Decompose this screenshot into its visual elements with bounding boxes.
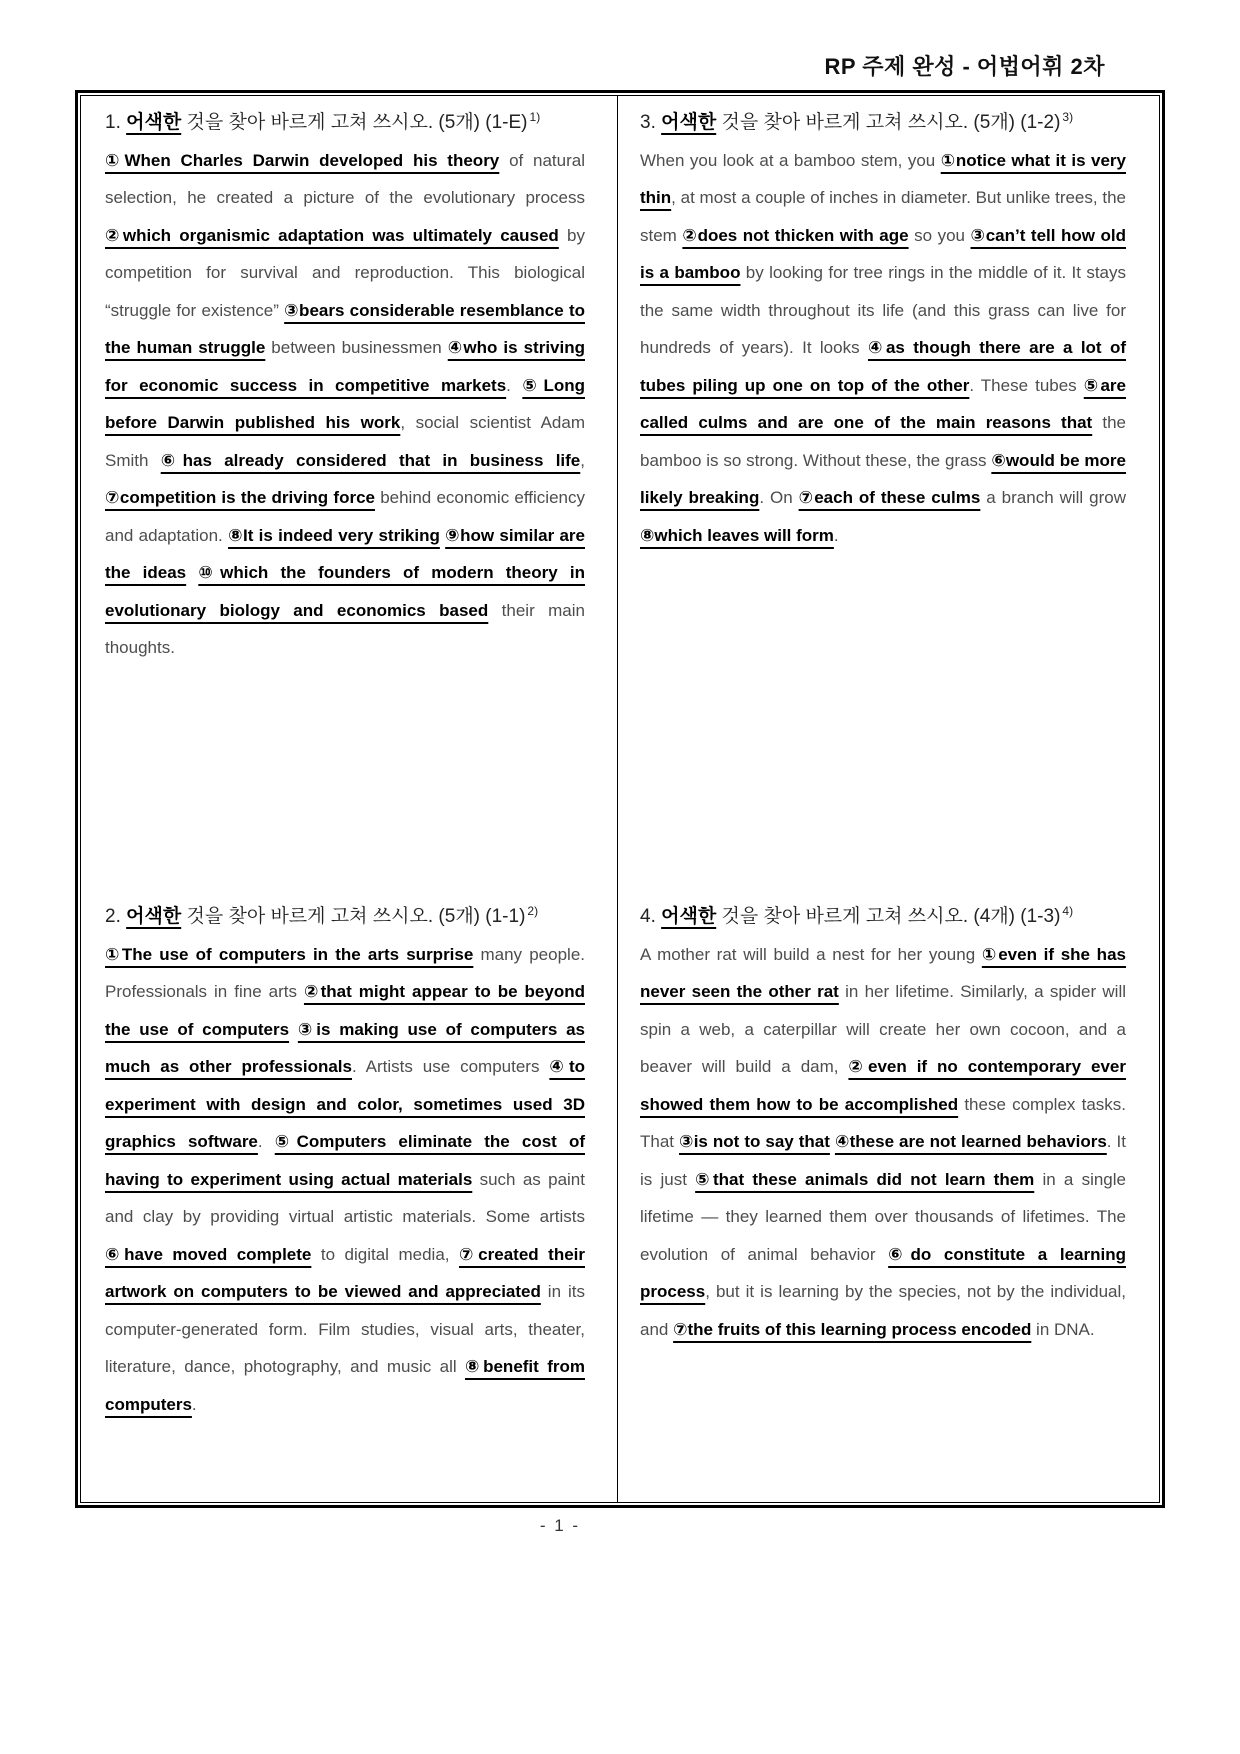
- question-block-1: [105, 104, 585, 667]
- plain-text: such as paint and clay by providing virtual artistic materials. Some artists: [105, 1169, 585, 1226]
- plain-text: . These tubes: [969, 375, 1084, 395]
- question-prompt: 것을 찾아 바르게 고쳐 쓰시오.: [186, 906, 434, 927]
- plain-text: their main thoughts.: [105, 600, 585, 657]
- question-number: 2.: [105, 906, 121, 927]
- marked-phrase: ③bears considerable resemblance to the human struggle: [105, 300, 585, 357]
- question-number: 4.: [640, 906, 656, 927]
- question-keyword: 어색한: [126, 112, 182, 133]
- marked-phrase: ⑧which leaves will form: [640, 525, 834, 545]
- marked-phrase: ⑤Long before Darwin published his work: [105, 375, 585, 432]
- plain-text: in its computer-generated form. Film studies, visual arts, theater, literature, dance, photography, and music all: [105, 1282, 585, 1376]
- marked-phrase: ②that might appear to be beyond the use of computers: [105, 982, 585, 1039]
- question-keyword: 어색한: [126, 906, 182, 927]
- marked-phrase: ⑦competition is the driving force: [105, 488, 375, 507]
- marked-phrase: ①notice what it is very thin: [640, 150, 1126, 207]
- marked-phrase: ③is not to say that: [679, 1132, 830, 1151]
- marked-phrase: ⑦each of these culms: [798, 488, 981, 507]
- plain-text: . Artists use computers: [351, 1057, 550, 1076]
- plain-text: .: [191, 1394, 197, 1414]
- right-column: [640, 96, 1126, 1502]
- question-count: (4개): [973, 906, 1015, 927]
- question-ref: (1-E): [485, 112, 528, 133]
- plain-text: between businessmen: [265, 338, 448, 357]
- question-2-passage: [105, 936, 585, 1424]
- marked-phrase: ②even if no contemporary ever showed them how to be accomplished: [640, 1057, 1126, 1114]
- question-ref: (1-2): [1020, 112, 1061, 133]
- question-count: (5개): [973, 112, 1015, 133]
- plain-text: in DNA.: [1031, 1319, 1095, 1339]
- plain-text: ,: [580, 450, 585, 470]
- question-1-passage: [105, 142, 585, 667]
- marked-phrase: ④who is striving for economic success in competitive markets: [105, 338, 585, 395]
- worksheet-border-box: [75, 90, 1165, 1508]
- marked-phrase: ⑥have moved complete: [105, 1244, 312, 1264]
- plain-text: the bamboo is so strong. Without these, the grass: [640, 413, 1126, 470]
- question-ref: (1-3): [1020, 906, 1061, 927]
- question-ref: (1-1): [485, 906, 526, 927]
- worksheet-inner-border: [80, 95, 1160, 1503]
- plain-text: , social scientist Adam Smith: [105, 413, 585, 470]
- marked-phrase: ⑦the fruits of this learning process encoded: [673, 1319, 1032, 1339]
- plain-text: . It is just: [640, 1132, 1126, 1189]
- question-footnote-marker: 1): [529, 109, 541, 124]
- question-count: (5개): [438, 906, 480, 927]
- plain-text: A mother rat will build a nest for her young: [640, 944, 982, 964]
- marked-phrase: ⑥do constitute a learning process: [640, 1244, 1126, 1301]
- plain-text: many people. Professionals in fine arts: [105, 944, 585, 1001]
- plain-text: , at most a couple of inches in diameter. But unlike trees, the stem: [640, 188, 1126, 245]
- question-4-passage: [640, 936, 1126, 1349]
- question-block-3: [640, 104, 1126, 554]
- left-column: [105, 96, 585, 1502]
- document-title: RP 주제 완성 - 어법어휘 2차: [824, 54, 1105, 79]
- page-number: - 1 -: [539, 1516, 581, 1535]
- plain-text: by looking for tree rings in the middle of it. It stays the same width throughout its life (and this grass can live for hundreds of years). It looks: [640, 263, 1126, 357]
- plain-text: [289, 1020, 298, 1039]
- question-1-header: [105, 104, 585, 142]
- marked-phrase: ⑥has already considered that in business life: [160, 450, 581, 470]
- marked-phrase: ④these are not learned behaviors: [834, 1132, 1107, 1151]
- plain-text: .: [257, 1132, 275, 1151]
- question-3-header: [640, 104, 1126, 142]
- plain-text: so you: [908, 225, 971, 245]
- plain-text: . On: [759, 488, 799, 507]
- plain-text: , but it is learning by the species, not by the individual, and: [640, 1282, 1126, 1339]
- marked-phrase: ⑧It is indeed very striking: [228, 525, 440, 545]
- question-4-header: [640, 898, 1126, 936]
- marked-phrase: ②does not thicken with age: [682, 225, 909, 245]
- plain-text: in her lifetime. Similarly, a spider will spin a web, a caterpillar will create her own cocoon, and a beaver will build a dam,: [640, 982, 1126, 1076]
- plain-text: .: [833, 525, 839, 545]
- marked-phrase: ①The use of computers in the arts surprise: [105, 944, 474, 964]
- marked-phrase: ④to experiment with design and color, sometimes used 3D graphics software: [105, 1057, 585, 1151]
- plain-text: When you look at a bamboo stem, you: [640, 150, 941, 170]
- marked-phrase: ⑥would be more likely breaking: [640, 450, 1126, 507]
- marked-phrase: ⑤are called culms and are one of the main reasons that: [640, 375, 1126, 432]
- question-number: 3.: [640, 112, 656, 133]
- question-keyword: 어색한: [661, 906, 717, 927]
- plain-text: [186, 563, 198, 582]
- question-block-4: [640, 898, 1126, 1348]
- plain-text: to digital media,: [311, 1244, 459, 1264]
- question-number: 1.: [105, 112, 121, 133]
- plain-text: by competition for survival and reproduction. This biological “struggle for existence”: [105, 225, 585, 320]
- plain-text: behind economic efficiency and adaptation.: [105, 488, 585, 545]
- plain-text: a branch will grow: [980, 488, 1126, 507]
- marked-phrase: ⑤Computers eliminate the cost of having to experiment using actual materials: [105, 1132, 585, 1189]
- question-prompt: 것을 찾아 바르게 고쳐 쓰시오.: [186, 112, 434, 133]
- plain-text: these complex tasks. That: [640, 1094, 1126, 1151]
- marked-phrase: ③can’t tell how old is a bamboo: [640, 225, 1126, 282]
- question-keyword: 어색한: [661, 112, 717, 133]
- column-divider-line: [617, 96, 618, 1502]
- marked-phrase: ⑧benefit from computers: [105, 1357, 585, 1414]
- marked-phrase: ①When Charles Darwin developed his theory: [105, 150, 500, 170]
- question-footnote-marker: 3): [1062, 109, 1074, 124]
- marked-phrase: ②which organismic adaptation was ultimately caused: [105, 225, 559, 245]
- marked-phrase: ①even if she has never seen the other rat: [640, 944, 1126, 1001]
- question-2-header: [105, 898, 585, 936]
- marked-phrase: ③is making use of computers as much as other professionals: [105, 1019, 585, 1076]
- marked-phrase: ⑦created their artwork on computers to be viewed and appreciated: [105, 1244, 585, 1301]
- question-3-passage: [640, 142, 1126, 555]
- question-count: (5개): [438, 112, 480, 133]
- marked-phrase: ⑤that these animals did not learn them: [695, 1169, 1035, 1189]
- plain-text: in a single lifetime — they learned them over thousands of lifetimes. The evolution of animal behavior: [640, 1169, 1126, 1264]
- plain-text: of natural selection, he created a picture of the evolutionary process: [105, 150, 586, 207]
- marked-phrase: ④as though there are a lot of tubes piling up one on top of the other: [640, 338, 1126, 395]
- question-prompt: 것을 찾아 바르게 고쳐 쓰시오.: [721, 112, 969, 133]
- question-block-2: [105, 898, 585, 1423]
- question-prompt: 것을 찾아 바르게 고쳐 쓰시오.: [721, 906, 969, 927]
- marked-phrase: ⑩which the founders of modern theory in evolutionary biology and economics based: [105, 563, 585, 620]
- question-footnote-marker: 4): [1062, 903, 1074, 918]
- plain-text: .: [506, 375, 523, 395]
- question-footnote-marker: 2): [527, 903, 539, 918]
- marked-phrase: ⑨how similar are the ideas: [105, 525, 585, 582]
